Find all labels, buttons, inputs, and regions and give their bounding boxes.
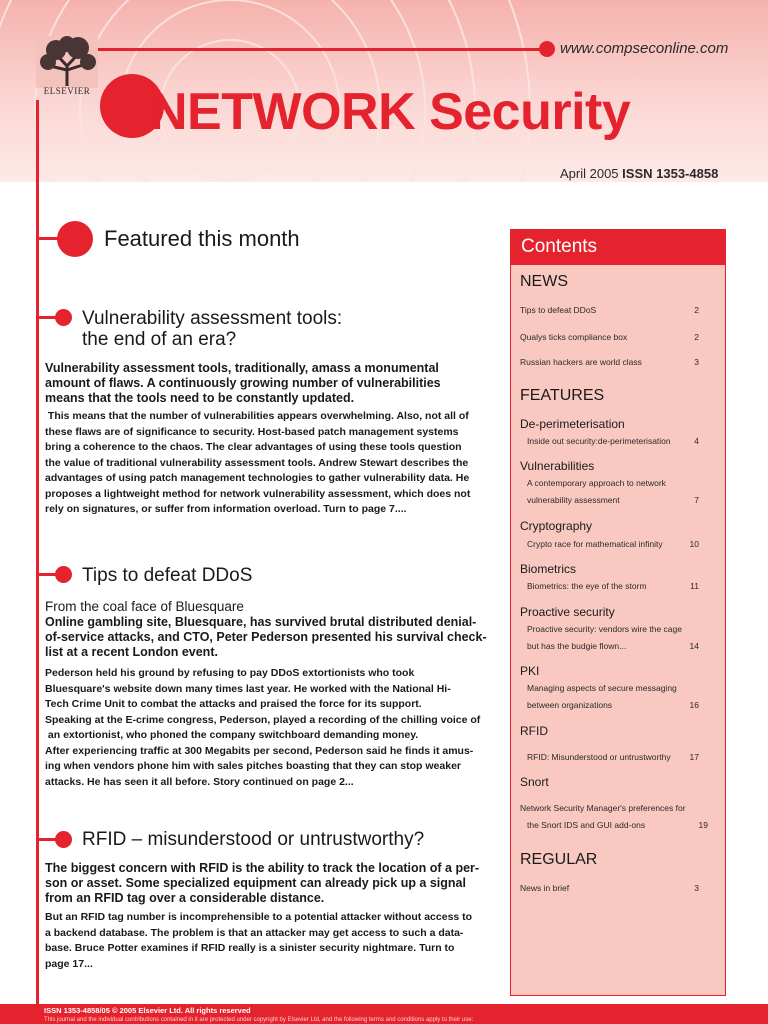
article-dot xyxy=(55,309,72,326)
featured-heading: Featured this month xyxy=(104,226,300,251)
article-title-vulnerability[interactable] xyxy=(82,308,342,350)
feature-section: De-perimeterisation xyxy=(520,417,625,431)
contents-title: Contents xyxy=(521,236,598,257)
entry-page: 14 xyxy=(689,641,699,651)
lead-line: means that the tools need to be constantly updated. xyxy=(45,391,355,405)
article-title-line: the end of an era? xyxy=(82,329,237,350)
entry-title: Managing aspects of secure messaging xyxy=(527,683,677,693)
entry-page: 7 xyxy=(694,495,699,505)
lead-line: Vulnerability assessment tools, traditionally, amass a monumental xyxy=(45,361,439,375)
article-lead xyxy=(45,361,505,406)
lead-line: amount of flaws. A continuously growing number of vulnerabilities xyxy=(45,376,441,390)
body-line: This means that the number of vulnerabilities appears overwhelming. Also, not all of xyxy=(45,410,469,422)
body-line: After experiencing traffic at 300 Megabits per second, Pederson said he finds it amus- xyxy=(45,744,474,757)
entry-title: Russian hackers are world class xyxy=(520,357,642,367)
contents-entry[interactable] xyxy=(520,354,714,371)
feature-section: Vulnerabilities xyxy=(520,459,595,473)
feature-section: PKI xyxy=(520,664,540,678)
feature-section: Biometrics xyxy=(520,562,577,576)
entry-title: Qualys ticks compliance box xyxy=(520,332,628,342)
body-line: advantages of using patch management technologies to gather vulnerability data. He xyxy=(45,472,470,484)
entry-page: 2 xyxy=(694,332,699,342)
contents-features-label: FEATURES xyxy=(520,387,605,404)
entry-title: Crypto race for mathematical infinity xyxy=(527,539,663,549)
entry-title: Biometrics: the eye of the storm xyxy=(527,581,647,591)
entry-title: News in brief xyxy=(520,883,570,893)
body-line: a backend database. The problem is that an attacker may get access to such a data- xyxy=(45,926,464,939)
article-lead xyxy=(45,861,505,906)
footer-fine-print: This journal and the individual contributions contained in it are protected under copyright by Elsevier Ltd, and the following terms and conditions apply to their use: xyxy=(44,1017,474,1023)
entry-title: RFID: Misunderstood or untrustworthy xyxy=(527,752,671,762)
body-line: page 17... xyxy=(45,957,93,970)
body-line: the value of traditional vulnerability assessment tools. Andrew Stewart describes the xyxy=(45,456,469,469)
lead-line: The biggest concern with RFID is the ability to track the location of a per- xyxy=(45,861,480,875)
contents-entry[interactable] xyxy=(520,302,714,319)
body-line: ing when vendors phone him with sales pitches boasting that they can stop weaker xyxy=(45,760,461,772)
body-line: Tech Crime Unit to combat the attacks and praised the force for its support. xyxy=(45,698,422,710)
feature-section: Snort xyxy=(520,775,549,789)
article-title-ddos[interactable] xyxy=(82,565,252,586)
entry-page: 11 xyxy=(690,581,699,591)
contents-entry[interactable] xyxy=(527,578,714,595)
body-line: these flaws are of significance to security. Host-based patch management systems xyxy=(45,425,459,438)
featured-dot xyxy=(57,221,93,257)
entry-page: 3 xyxy=(694,357,699,367)
feature-section: Cryptography xyxy=(520,519,593,533)
publisher-name: ELSEVIER xyxy=(43,86,91,96)
entry-title: the Snort IDS and GUI add-ons xyxy=(527,820,646,830)
contents-entry[interactable] xyxy=(520,800,714,834)
contents-regular-label: REGULAR xyxy=(520,851,598,868)
left-timeline-line xyxy=(36,100,39,1004)
feature-section: Proactive security xyxy=(520,605,615,619)
body-line: attacks. He has seen it all before. Story continued on page 2... xyxy=(45,775,354,788)
entry-page: 3 xyxy=(694,883,699,893)
publication-title: NETWORK Security xyxy=(150,83,631,141)
header-connector-dot xyxy=(539,41,555,57)
article-dot xyxy=(55,831,72,848)
contents-news-label: NEWS xyxy=(520,273,568,290)
contents-entry[interactable] xyxy=(520,329,714,346)
body-line: proposes a lightweight method for network vulnerability assessment, which does not xyxy=(45,487,471,500)
lead-line: list at a recent London event. xyxy=(45,645,218,659)
article-title-rfid[interactable] xyxy=(82,829,424,850)
entry-title: Tips to defeat DDoS xyxy=(520,305,597,315)
body-line: bring a coherence to the chaos. The clear advantages of using these tools question xyxy=(45,441,462,453)
article-title-line: RFID – misunderstood or untrustworthy? xyxy=(82,829,425,850)
contents-entry[interactable] xyxy=(520,880,714,897)
article-subtitle: From the coal face of Bluesquare xyxy=(45,599,244,614)
entry-page: 10 xyxy=(689,539,699,549)
entry-title: but has the budgie flown... xyxy=(527,641,627,651)
lead-line: son or asset. Some specialized equipment can already pick up a signal xyxy=(45,876,466,890)
body-line: Speaking at the E-crime congress, Pederson, played a recording of the chilling voice of xyxy=(45,713,481,726)
lead-line: of-service attacks, and CTO, Peter Pederson presented his survival check- xyxy=(45,630,487,644)
issue-info xyxy=(560,166,718,181)
article-body xyxy=(45,666,505,790)
entry-title: vulnerability assessment xyxy=(527,495,620,505)
body-line: Bluesquare's website down many times last year. He worked with the National Hi- xyxy=(45,682,451,695)
lead-line: Online gambling site, Bluesquare, has survived brutal distributed denial- xyxy=(45,615,477,629)
body-line: an extortionist, who phoned the company switchboard demanding money. xyxy=(45,729,419,741)
entry-page: 16 xyxy=(689,700,699,710)
footer-copyright: ISSN 1353-4858/05 © 2005 Elsevier Ltd. All rights reserved xyxy=(44,1006,251,1015)
issn-number: ISSN 1353-4858 xyxy=(622,166,719,181)
article-title-line: Tips to defeat DDoS xyxy=(82,565,253,586)
entry-title: A contemporary approach to network xyxy=(527,478,666,488)
article-dot xyxy=(55,566,72,583)
entry-title: Inside out security:de-perimeterisation xyxy=(527,436,671,446)
entry-page: 2 xyxy=(694,305,699,315)
article-title-line: Vulnerability assessment tools: xyxy=(82,308,343,329)
elsevier-tree-logo xyxy=(36,36,98,88)
article-body xyxy=(45,910,505,972)
article-lead xyxy=(45,615,505,660)
article-body xyxy=(45,409,505,518)
entry-title: between organizations xyxy=(527,700,613,710)
issue-date: April 2005 xyxy=(560,166,619,181)
entry-page: 19 xyxy=(698,820,708,830)
entry-title: Proactive security: vendors wire the cage xyxy=(527,624,682,634)
lead-line: from an RFID tag over a considerable distance. xyxy=(45,891,325,905)
body-line: rely on signatures, or suffer from information overload. Turn to page 7.... xyxy=(45,503,407,515)
entry-page: 17 xyxy=(689,752,699,762)
header-connector-line xyxy=(98,48,546,51)
website-url[interactable]: www.compseconline.com xyxy=(560,40,729,57)
body-line: Pederson held his ground by refusing to pay DDoS extortionists who took xyxy=(45,667,415,679)
contents-header xyxy=(511,230,725,265)
contents-entry[interactable] xyxy=(527,621,714,655)
body-line: base. Bruce Potter examines if RFID really is a sinister security nightmare. Turn to xyxy=(45,942,455,954)
entry-title: Network Security Manager's preferences for xyxy=(520,803,686,813)
body-line: But an RFID tag number is incomprehensible to a potential attacker without access to xyxy=(45,911,473,923)
contents-entry[interactable] xyxy=(527,680,714,714)
contents-entry[interactable] xyxy=(527,749,714,766)
feature-section: RFID xyxy=(520,724,548,738)
contents-entry[interactable] xyxy=(527,536,714,553)
entry-page: 4 xyxy=(694,436,699,446)
contents-panel xyxy=(510,229,726,996)
contents-entry[interactable] xyxy=(527,475,714,509)
contents-entry[interactable] xyxy=(527,433,714,450)
